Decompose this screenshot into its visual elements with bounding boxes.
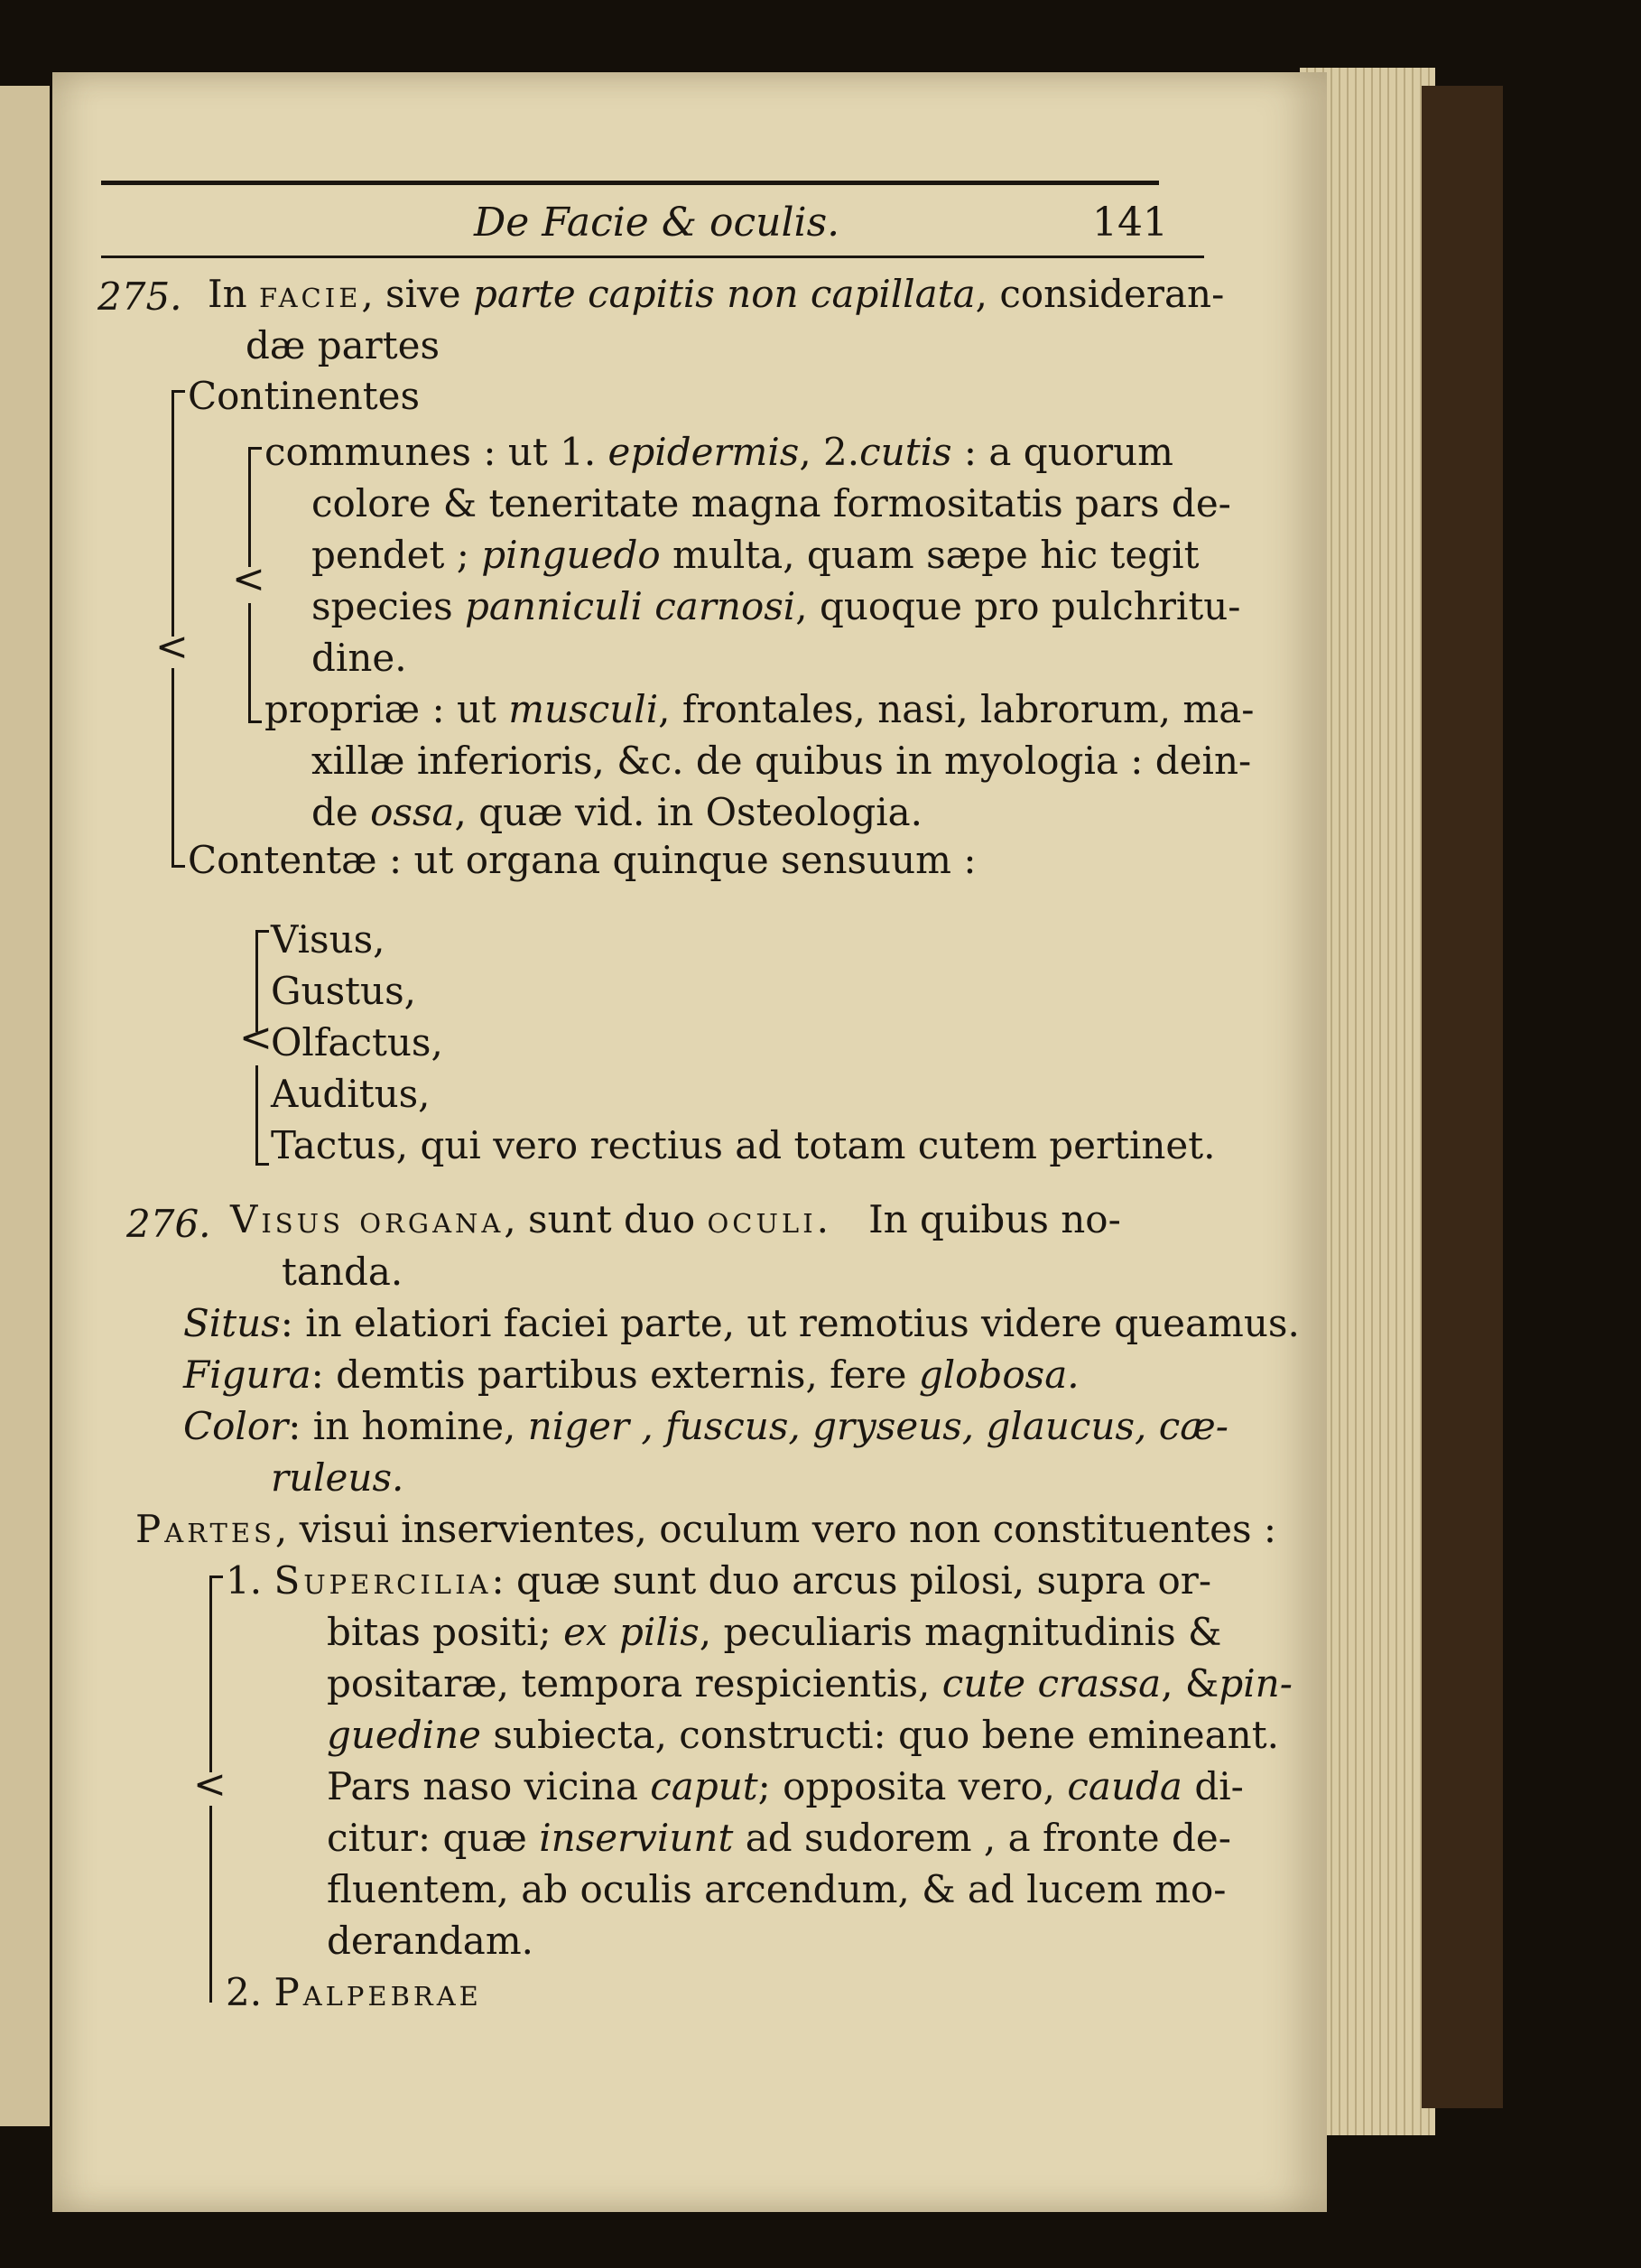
inner-brace-bottom xyxy=(248,603,262,723)
section-276-line-2: tanda. xyxy=(282,1250,403,1294)
facing-page-edge xyxy=(0,86,50,2126)
maxillae-line: xillæ inferioris, &c. de quibus in myologia : dein- xyxy=(311,739,1252,783)
supercilia-line-7: fluentem, ab oculis arcendum, & ad lucem mo- xyxy=(327,1867,1227,1911)
color-line: Color: in homine, niger , fuscus, gryseus, glaucus, cæ- xyxy=(183,1404,1228,1448)
continentes: Continentes xyxy=(188,374,421,418)
supercilia-line: 1. Supercilia: quæ sunt duo arcus pilosi, supra or- xyxy=(226,1558,1212,1603)
section-number: 276. xyxy=(126,1202,211,1246)
outer-brace-top xyxy=(172,390,185,637)
inner-brace-point: < xyxy=(232,556,265,602)
pendet-line: pendet ; pinguedo multa, quam sæpe hic tegit xyxy=(311,533,1200,577)
parts-brace-point: < xyxy=(193,1761,227,1808)
species-line: species panniculi carnosi, quoque pro pulchritu- xyxy=(311,584,1241,628)
supercilia-line-6: citur: quæ inserviunt ad sudorem , a fronte de- xyxy=(327,1816,1231,1860)
supercilia-line-8: derandam. xyxy=(327,1919,534,1963)
supercilia-line-4: guedine subiecta, constructi: quo bene emineant. xyxy=(327,1713,1279,1757)
header-rule-top xyxy=(101,181,1159,185)
section-275-line-1: In facie, sive parte capitis non capillata, consideran- xyxy=(208,272,1225,316)
section-275-line-2: dæ partes xyxy=(246,323,440,367)
dine-line: dine. xyxy=(311,636,407,680)
sense-item: Auditus, xyxy=(271,1072,431,1116)
contentae-line: Contentæ : ut organa quinque sensuum : xyxy=(188,838,977,882)
senses-brace-bottom xyxy=(255,1065,269,1166)
partes-line: Partes, visui inservientes, oculum vero non constituentes : xyxy=(135,1507,1277,1551)
book-cover-edge xyxy=(1422,86,1503,2108)
header-rule-bottom xyxy=(101,256,1204,258)
figura-line: Figura: demtis partibus externis, fere globosa. xyxy=(183,1352,1080,1397)
propriae-line: propriæ : ut musculi, frontales, nasi, labrorum, ma- xyxy=(264,687,1255,731)
colore-line: colore & teneritate magna formositatis pars de- xyxy=(311,481,1231,525)
sense-item: Visus, xyxy=(271,917,385,962)
supercilia-line-2: bitas positi; ex pilis, peculiaris magnitudinis & xyxy=(327,1610,1222,1654)
inner-brace-top xyxy=(248,447,262,567)
outer-brace-bottom xyxy=(172,668,185,868)
parts-brace-bottom xyxy=(209,1806,212,2003)
running-title: De Facie & oculis. xyxy=(474,200,840,246)
communes-line: communes : ut 1. epidermis, 2.cutis : a quorum xyxy=(264,430,1173,474)
situs-line: Situs: in elatiori faciei parte, ut remotius videre queamus. xyxy=(183,1301,1300,1345)
senses-brace-point: < xyxy=(239,1015,273,1061)
parts-brace-top xyxy=(209,1576,223,1772)
supercilia-line-3: positaræ, tempora respicientis, cute crassa, &pin- xyxy=(327,1661,1293,1706)
outer-brace-point: < xyxy=(155,624,189,670)
section-276-line-1: Visus organa, sunt duo oculi. In quibus no- xyxy=(230,1197,1121,1241)
sense-item: Olfactus, xyxy=(271,1020,443,1064)
sense-item: Tactus, qui vero rectius ad totam cutem pertinet. xyxy=(271,1123,1216,1167)
section-number: 275. xyxy=(97,274,182,319)
supercilia-line-5: Pars naso vicina caput; opposita vero, cauda di- xyxy=(327,1764,1244,1808)
sense-item: Gustus, xyxy=(271,969,416,1013)
de-ossa-line: de ossa, quæ vid. in Osteologia. xyxy=(311,790,923,834)
palpebrae-line: 2. Palpebrae xyxy=(226,1970,482,2014)
color-line-2: ruleus. xyxy=(271,1455,404,1500)
page-number: 141 xyxy=(1092,200,1168,246)
